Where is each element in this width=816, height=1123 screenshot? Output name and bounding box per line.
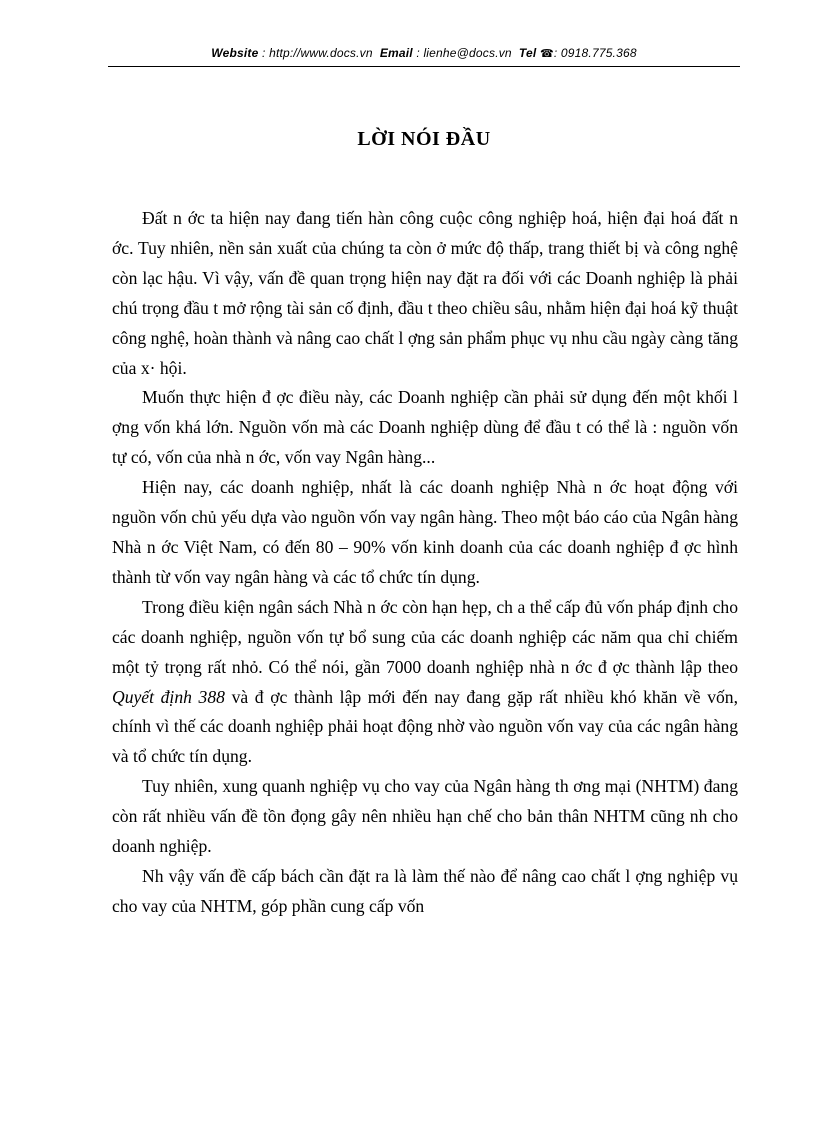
tel-value: : 0918.775.368 [553, 46, 637, 60]
email-label: Email [379, 46, 413, 60]
paragraph-text: Trong điều kiện ngân sách Nhà n ớc còn hạn hẹp, ch a thể cấp đủ vốn pháp định cho các doanh nghiệp, nguồn vốn tự bổ sung của các doanh nghiệp các năm qua chỉ chiếm một tỷ trọng rất nhỏ. Có thể nói, gần 7000 doanh nghiệp nhà n ớc đ ợc thành lập theo [112, 596, 738, 677]
page-title: LỜI NÓI ĐẦU [357, 128, 491, 150]
paragraph: Hiện nay, các doanh nghiệp, nhất là các doanh nghiệp Nhà n ớc hoạt động với nguồn vốn chủ yếu dựa vào nguồn vốn vay ngân hàng. Theo một báo cáo của Ngân hàng Nhà n ớc Việt Nam, có đến 80 – 90% vốn kinh doanh của các doanh nghiệp đ ợc hình thành từ vốn vay ngân hàng và các tổ chức tín dụng. [112, 477, 738, 587]
body-text [112, 204, 738, 922]
paragraph: Đất n ớc ta hiện nay đang tiến hàn công cuộc công nghiệp hoá, hiện đại hoá đất n ớc. Tuy nhiên, nền sản xuất của chúng ta còn ở mức độ thấp, trang thiết bị và công nghệ còn lạc hậu. Vì vậy, vấn đề quan trọng hiện nay đặt ra đối với các Doanh nghiệp là phải chú trọng đầu t mở rộng tài sản cố định, đầu t theo chiều sâu, nhằm hiện đại hoá kỹ thuật công nghệ, hoàn thành và nâng cao chất l ợng sản phẩm phục vụ nhu cầu ngày càng tăng của x· hội. [112, 208, 738, 378]
email-value: : lienhe@docs.vn [416, 46, 512, 60]
paragraph: Tuy nhiên, xung quanh nghiệp vụ cho vay của Ngân hàng th ơng mại (NHTM) đang còn rất nhiều vấn đề tồn đọng gây nên nhiều hạn chế cho bản thân NHTM cũng nh cho doanh nghiệp. [112, 776, 738, 857]
paragraph-text: và đ ợc thành lập mới đến nay đang gặp rất nhiều khó khăn về vốn, chính vì thế các doanh nghiệp phải hoạt động nhờ vào nguồn vốn vay của các ngân hàng và tổ chức tín dụng. [112, 686, 738, 767]
website-value: : http://www.docs.vn [262, 46, 373, 60]
telephone-icon: ☎ [539, 48, 554, 60]
page-header [108, 46, 740, 60]
italic-reference: Quyết định 388 [112, 686, 225, 707]
paragraph: Muốn thực hiện đ ợc điều này, các Doanh nghiệp cần phải sử dụng đến một khối l ợng vốn khá lớn. Nguồn vốn mà các Doanh nghiệp dùng để đầu t có thể là : nguồn vốn tự có, vốn của nhà n ớc, vốn vay Ngân hàng... [112, 387, 738, 468]
paragraph: Nh vậy vấn đề cấp bách cần đặt ra là làm thế nào để nâng cao chất l ợng nghiệp vụ cho vay của NHTM, góp phần cung cấp vốn [112, 865, 738, 916]
website-label: Website [211, 46, 259, 60]
header-divider [108, 66, 740, 67]
paragraph [112, 593, 738, 772]
tel-label: Tel [518, 46, 537, 60]
